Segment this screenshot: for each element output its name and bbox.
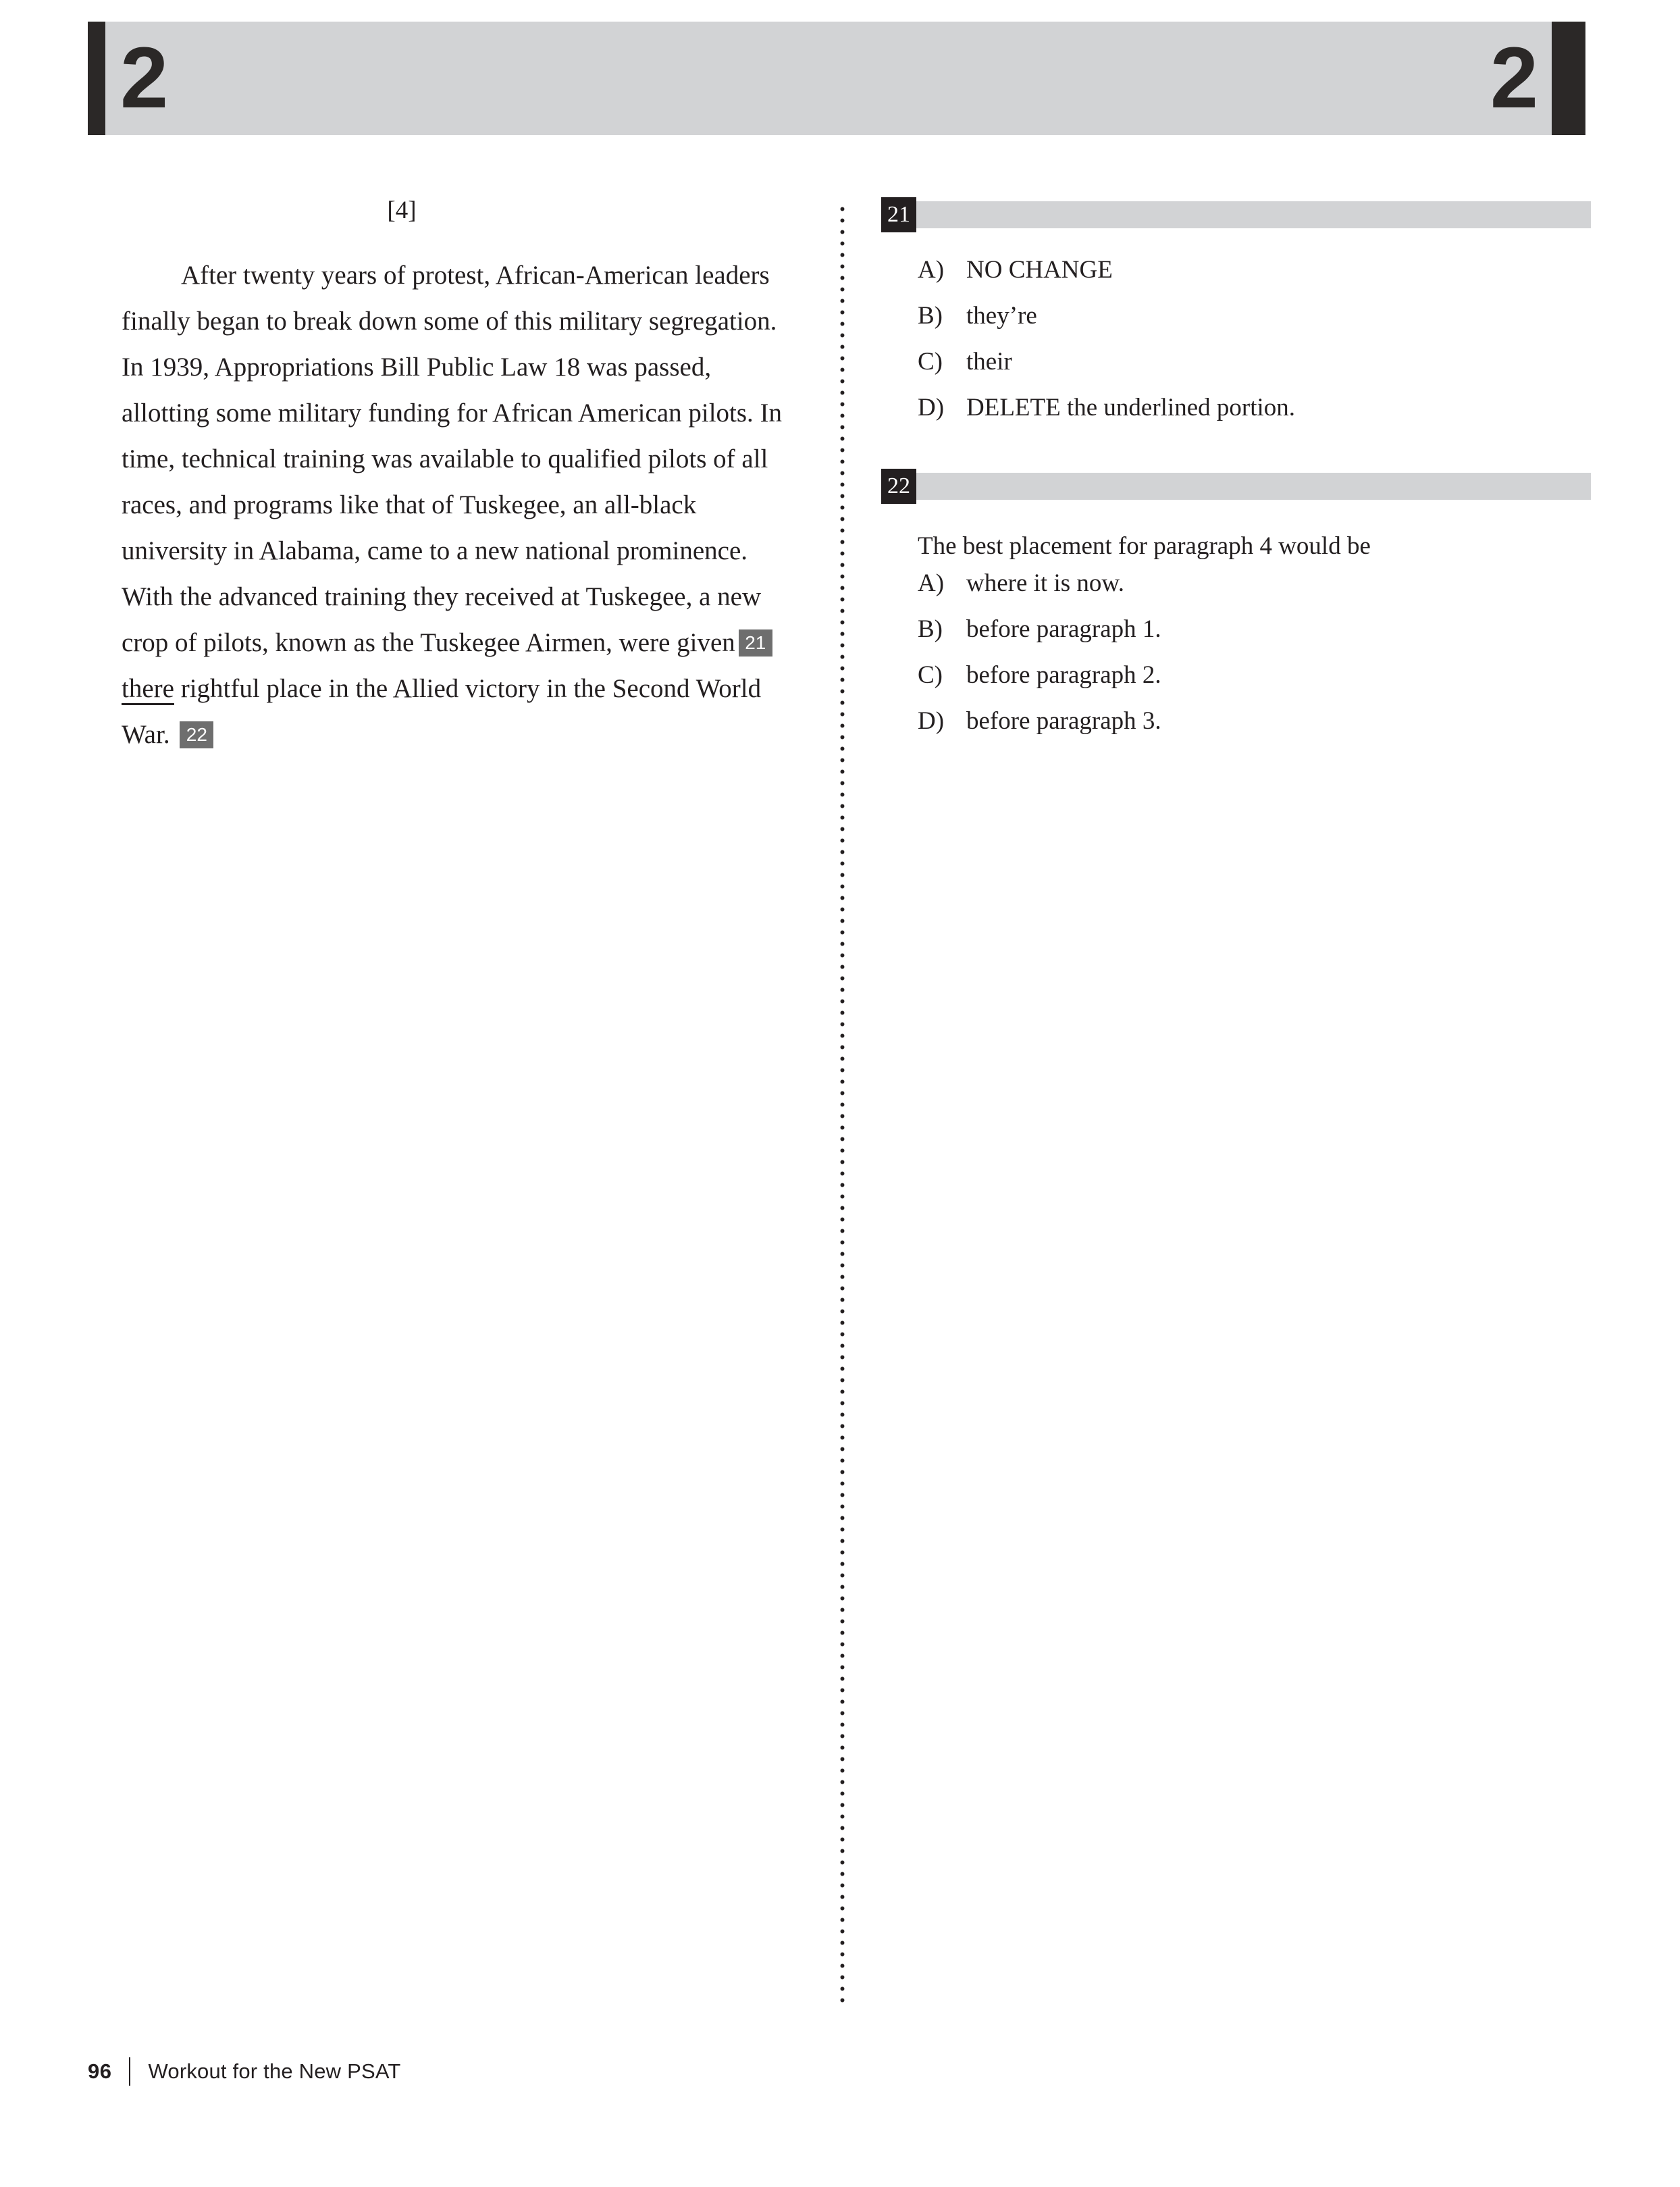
underlined-portion: there bbox=[122, 674, 174, 704]
choice-text: NO CHANGE bbox=[966, 256, 1113, 284]
choice-letter: D) bbox=[918, 707, 945, 735]
choice-text: they’re bbox=[966, 302, 1037, 330]
paragraph-number-marker: [4] bbox=[387, 197, 417, 224]
question-21-choice-a[interactable] bbox=[918, 255, 1591, 285]
question-22-choice-a[interactable] bbox=[918, 569, 1591, 598]
question-22-header bbox=[881, 473, 1591, 504]
question-21-header bbox=[881, 201, 1591, 232]
question-22-choice-c[interactable] bbox=[918, 661, 1591, 690]
question-21-header-bar bbox=[881, 201, 1591, 228]
section-number-left: 2 bbox=[120, 30, 167, 126]
question-22-number: 22 bbox=[881, 469, 916, 504]
choice-letter: A) bbox=[918, 569, 945, 597]
section-number-right: 2 bbox=[1490, 30, 1537, 126]
passage-text-after-underline: rightful place in the Allied victory in the Second World War. bbox=[122, 674, 762, 750]
question-21-number: 21 bbox=[881, 197, 916, 232]
choice-text: before paragraph 2. bbox=[966, 661, 1161, 689]
header-left-dark-bar bbox=[88, 22, 105, 135]
choice-letter: B) bbox=[918, 302, 943, 330]
question-22-choice-b[interactable] bbox=[918, 615, 1591, 644]
choice-letter: C) bbox=[918, 348, 943, 376]
questions-column bbox=[881, 201, 1591, 736]
question-22-stem: The best placement for paragraph 4 would be bbox=[918, 532, 1371, 560]
passage-text-before-ref-21: After twenty years of protest, African-American leaders finally began to break down some of this military segregation. In 1939, Appropriations Bill Public Law 18 was passed, allotting some military funding for African American pilots. In time, technical training was available to qualified pilots of all races, and programs like that of Tuskegee, an all-black university in Alabama, came to a new national prominence. With the advanced training they received at Tuskegee, a new crop of pilots, known as the Tuskegee Airmen, were given bbox=[122, 261, 783, 658]
question-21 bbox=[881, 201, 1591, 423]
question-22-choice-d[interactable] bbox=[918, 706, 1591, 736]
inline-question-ref-21[interactable]: 21 bbox=[739, 629, 772, 657]
question-22 bbox=[881, 473, 1591, 736]
choice-text: DELETE the underlined portion. bbox=[966, 394, 1296, 421]
inline-question-ref-22[interactable]: 22 bbox=[180, 721, 213, 748]
page-footer bbox=[88, 2057, 401, 2086]
question-21-choice-d[interactable] bbox=[918, 393, 1591, 423]
passage-column bbox=[122, 196, 804, 784]
column-divider-dotted-line bbox=[839, 206, 845, 2006]
choice-letter: C) bbox=[918, 661, 943, 689]
question-21-choice-c[interactable] bbox=[918, 347, 1591, 377]
question-21-choice-b[interactable] bbox=[918, 301, 1591, 331]
choice-text: where it is now. bbox=[966, 569, 1124, 597]
choice-letter: B) bbox=[918, 615, 943, 643]
question-22-choices bbox=[918, 569, 1591, 736]
passage-paragraph bbox=[122, 253, 804, 758]
footer-divider-rule bbox=[129, 2057, 130, 2086]
choice-text: before paragraph 1. bbox=[966, 615, 1161, 643]
page-header bbox=[88, 22, 1585, 135]
header-gray-band bbox=[88, 22, 1585, 135]
choice-letter: D) bbox=[918, 394, 945, 421]
footer-page-number: 96 bbox=[88, 2059, 112, 2083]
choice-text: their bbox=[966, 348, 1012, 376]
choice-letter: A) bbox=[918, 256, 945, 284]
choice-text: before paragraph 3. bbox=[966, 707, 1161, 735]
footer-book-title: Workout for the New PSAT bbox=[148, 2059, 401, 2083]
header-right-dark-bar bbox=[1552, 22, 1585, 135]
question-22-header-bar bbox=[881, 473, 1591, 500]
question-21-choices bbox=[918, 255, 1591, 423]
